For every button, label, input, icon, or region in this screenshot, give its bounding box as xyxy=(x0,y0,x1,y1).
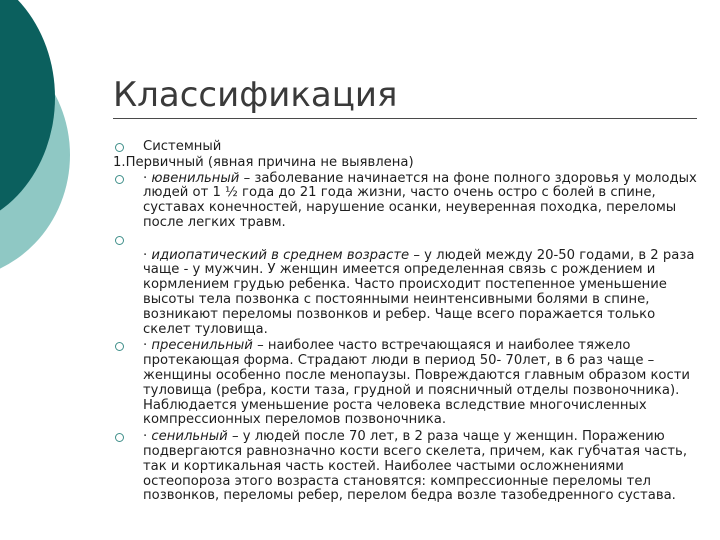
item-prefix: · xyxy=(143,170,152,186)
circle-bullet-icon xyxy=(115,236,124,245)
item-text: Системный xyxy=(143,139,222,154)
item-term: сенильный xyxy=(151,429,228,445)
item-term: идиопатический в среднем возрасте xyxy=(151,247,410,263)
list-item-empty xyxy=(113,233,698,248)
item-text: 1.Первичный (явная причина не выявлена) xyxy=(113,154,414,170)
slide-content xyxy=(113,140,698,504)
circle-bullet-icon xyxy=(115,433,124,442)
item-prefix: · xyxy=(143,429,152,445)
list-item-idiopathic xyxy=(113,249,698,338)
list-item-primary xyxy=(113,156,698,171)
item-text: – у людей после 70 лет, в 2 раза чаще у женщин. Поражению подвергаются равнозначно кости всего скелета, причем, как губчатая часть, так и кортикальная часть костей. Наиболее частыми осложнениями остеопороза этого возраста становятся: компрессионные переломы тел позвонков, переломы ребер, перелом бедра возле тазобедренного сустава. xyxy=(143,429,688,504)
circle-bullet-icon xyxy=(115,342,124,351)
title-divider xyxy=(113,118,697,119)
circle-bullet-icon xyxy=(115,143,124,152)
list-item-senile xyxy=(113,430,698,504)
item-prefix: · xyxy=(143,247,152,263)
item-term: пресенильный xyxy=(151,338,253,354)
item-text: – у людей между 20-50 годами, в 2 раза чаще - у мужчин. У женщин имеется определенная связь с рождением и кормлением грудью ребенка. Часто происходит постепенное уменьшение высоты тела позвонка с постоянными неинтенсивными болями в спине, возникают переломы позвонков и ребер. Чаще всего поражается только скелет туловища. xyxy=(143,247,695,337)
item-text: – заболевание начинается на фоне полного здоровья у молодых людей от 1 ½ года до 21 года жизни, часто очень остро с болей в спине, суставах конечностей, нарушение осанки, неуверенная походка, переломы после легких травм. xyxy=(143,170,697,230)
item-text: – наиболее часто встречающаяся и наиболее тяжело протекающая форма. Страдают люди в период 50- 70лет, в 6 раз чаще – женщины особенно после менопаузы. Повреждаются главным образом кости туловища (ребра, кости таза, грудной и поясничный отделы позвоночника). Наблюдается уменьшение роста человека вследствие многочисленных компрессионных переломов позвоночника. xyxy=(143,338,690,428)
slide-title: Классификация xyxy=(113,75,398,115)
list-item-juvenile xyxy=(113,172,698,231)
list-item-systemic xyxy=(113,140,698,155)
item-prefix: · xyxy=(143,338,152,354)
list-item-presenile xyxy=(113,339,698,428)
circle-bullet-icon xyxy=(115,175,124,184)
item-term: ювенильный xyxy=(151,170,240,186)
